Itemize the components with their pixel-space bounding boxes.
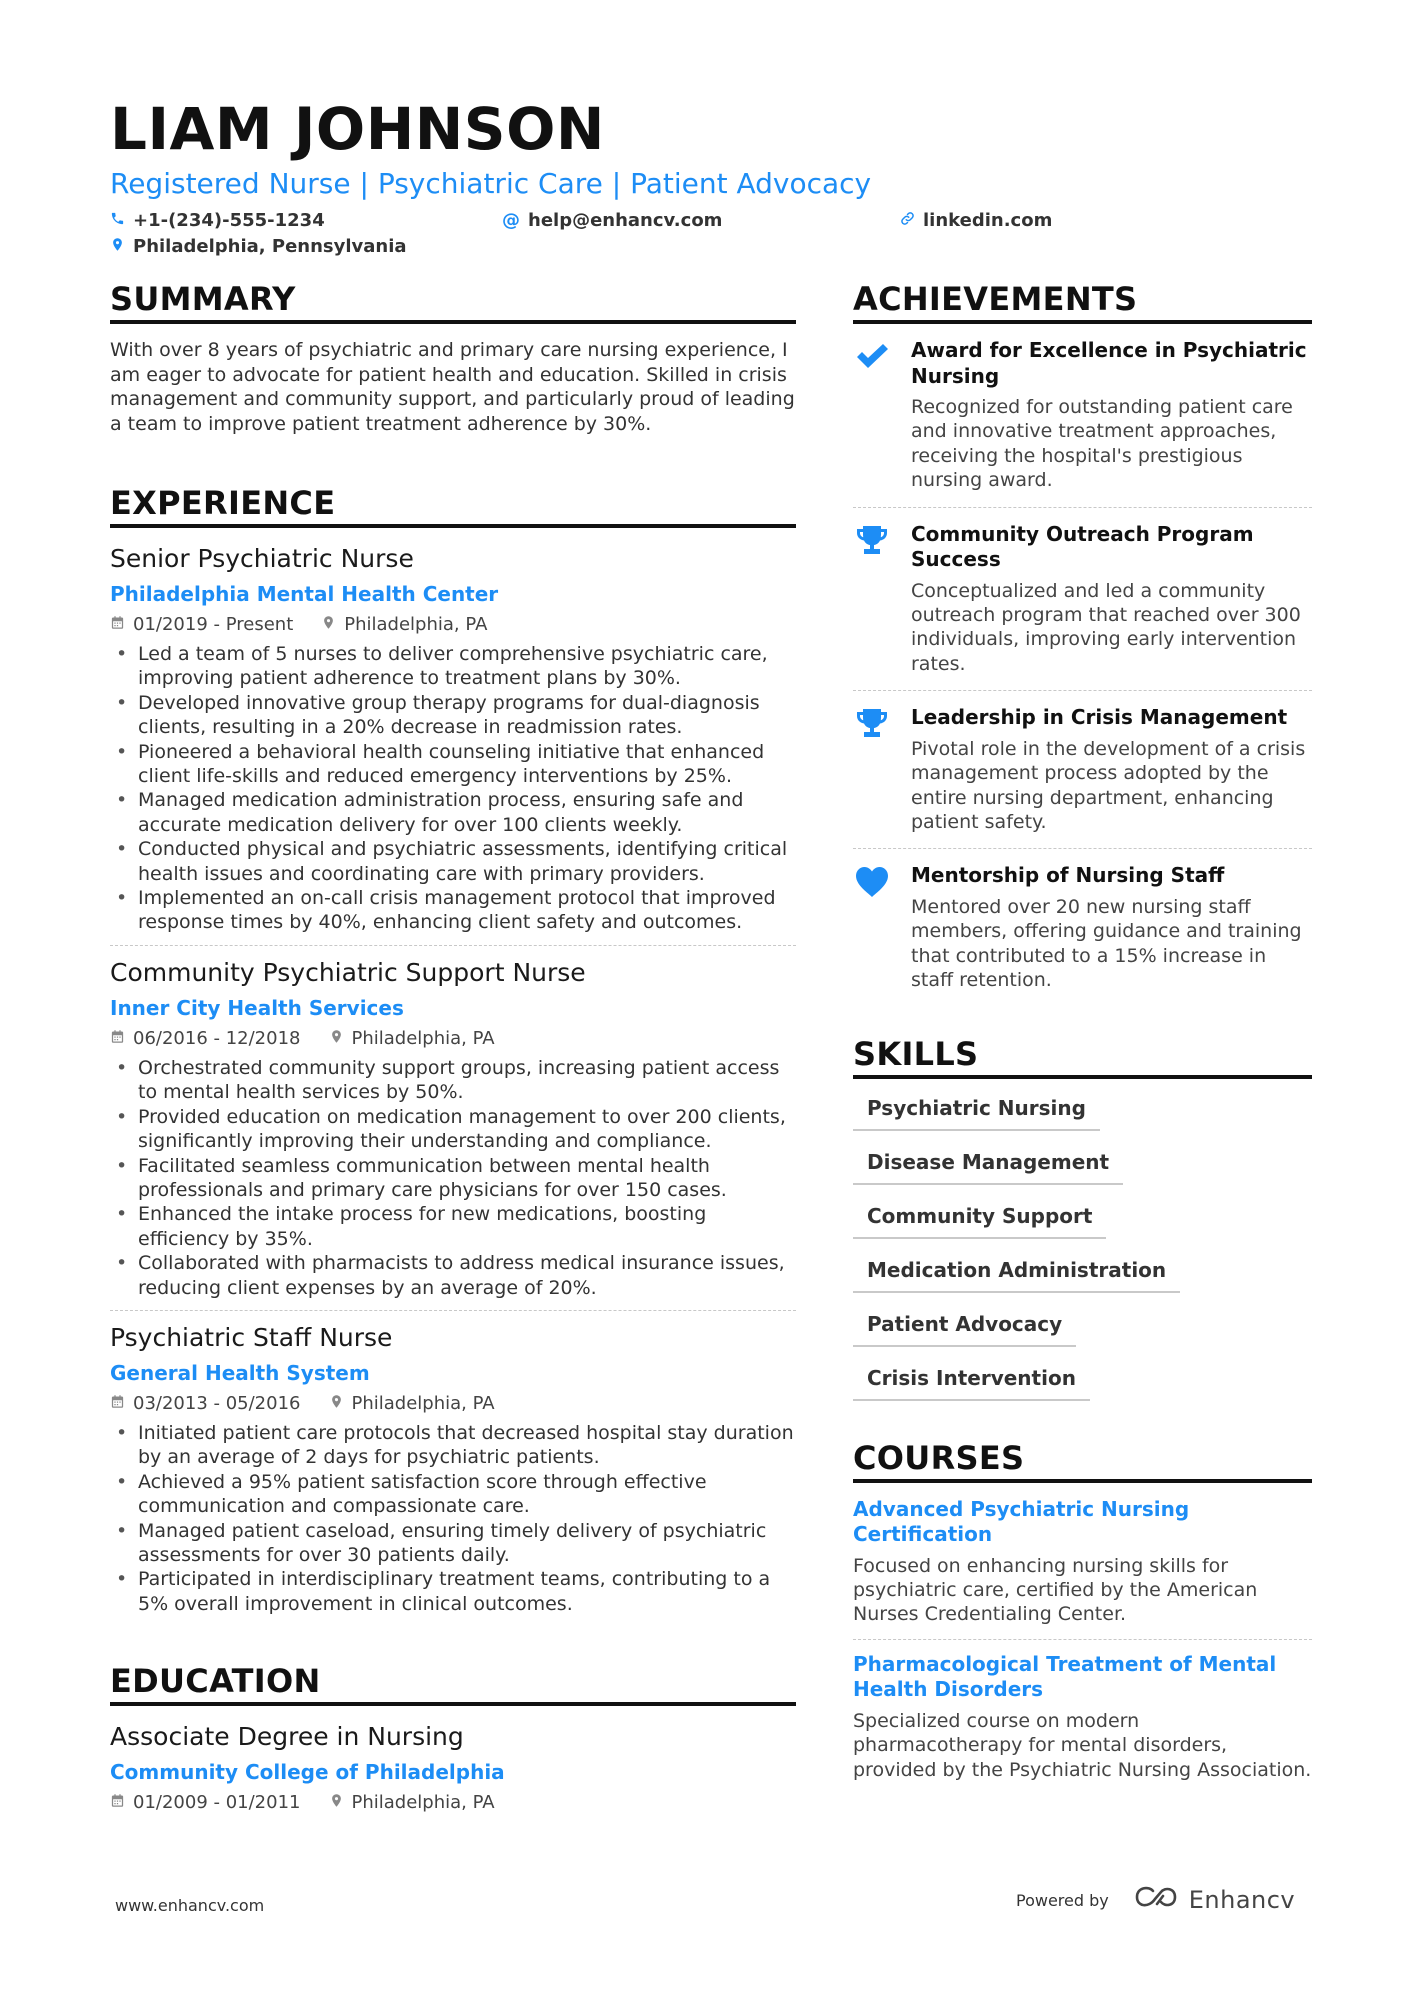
job-location-text: Philadelphia, PA (344, 614, 488, 635)
location-pin-icon (110, 236, 125, 257)
degree-title: Associate Degree in Nursing (110, 1722, 464, 1752)
location-pin-icon (329, 1026, 344, 1052)
achievement-description: Mentored over 20 new nursing staff members, offering guidance and training that contributed to a 15% increase in staff retention. (911, 895, 1302, 992)
contact-info (110, 206, 1310, 262)
contact-location (110, 234, 407, 258)
course-item (853, 1493, 1312, 1639)
experience-bullet: • Initiated patient care protocols that decreased hospital stay duration by an average of 2 days for psychiatric patients. (110, 1421, 796, 1470)
achievement-content (911, 705, 1312, 834)
course-item (853, 1639, 1312, 1794)
link-icon (900, 210, 915, 231)
experience-bullet: • Collaborated with pharmacists to address medical insurance issues, reducing client expenses by an average of 20%. (110, 1251, 796, 1300)
education-location-text: Philadelphia, PA (351, 1792, 495, 1814)
experience-bullet: • Facilitated seamless communication between mental health professionals and primary care physicians for over 150 cases. (110, 1154, 796, 1203)
experience-heading: EXPERIENCE (110, 482, 796, 528)
location-text: Philadelphia, Pennsylvania (133, 235, 407, 257)
achievement-content (911, 522, 1312, 677)
location-pin-icon (321, 612, 336, 638)
experience-bullet: • Orchestrated community support groups, increasing patient access to mental health services by 50%. (110, 1056, 796, 1105)
job-location-text: Philadelphia, PA (351, 1392, 495, 1414)
email-address[interactable]: help@enhancv.com (528, 209, 723, 231)
education-location (329, 1790, 495, 1816)
enhancv-logo-icon (1133, 1884, 1179, 1916)
education-dates (110, 1790, 301, 1816)
achievement-item (853, 328, 1312, 507)
achievement-content (911, 338, 1312, 493)
job-location (321, 612, 487, 638)
achievement-item (853, 848, 1312, 1006)
experience-bullet: • Participated in interdisciplinary treatment teams, contributing to a 5% overall improvement in clinical outcomes. (110, 1567, 796, 1616)
job-title: Community Psychiatric Support Nurse (110, 957, 586, 987)
footer-website[interactable]: www.enhancv.com (115, 1896, 265, 1915)
experience-bullet: • Conducted physical and psychiatric assessments, identifying critical health issues and coordinating care with primary providers. (110, 837, 796, 886)
phone-number: +1-(234)-555-1234 (133, 209, 325, 231)
summary-text: With over 8 years of psychiatric and primary care nursing experience, I am eager to advocate for patient health and education. Skilled in crisis management and community support, and particularly proud of leading a team to improve patient treatment adherence by 30%. (110, 339, 795, 435)
education-dates-text: 01/2009 - 01/2011 (133, 1792, 301, 1814)
experience-bullet: • Pioneered a behavioral health counseling initiative that enhanced client life-skills and reduced emergency interventions by 25%. (110, 740, 796, 789)
experience-bullet: • Managed medication administration process, ensuring safe and accurate medication delivery for over 100 clients weekly. (110, 788, 796, 837)
company-name: General Health System (110, 1360, 370, 1385)
achievement-item (853, 690, 1312, 848)
school-name: Community College of Philadelphia (110, 1760, 505, 1785)
job-bullets (110, 642, 796, 935)
job-dates (110, 1026, 301, 1052)
course-title: Pharmacological Treatment of Mental Health Disorders (853, 1651, 1277, 1702)
experience-item (110, 1310, 796, 1626)
trophy-icon (853, 705, 891, 834)
education-meta (110, 1790, 796, 1816)
job-meta (110, 1026, 796, 1052)
courses-section (853, 1437, 1312, 1794)
course-title: Advanced Psychiatric Nursing Certification (853, 1496, 1190, 1546)
achievement-item (853, 507, 1312, 691)
job-dates-text: 01/2019 - Present (133, 614, 294, 635)
course-description: Focused on enhancing nursing skills for psychiatric care, certified by the American Nurses Credentialing Center. (853, 1554, 1258, 1626)
job-location-text: Philadelphia, PA (351, 1027, 495, 1049)
experience-bullet: • Managed patient caseload, ensuring timely delivery of psychiatric assessments for over 30 patients daily. (110, 1519, 796, 1568)
calendar-icon (110, 1026, 125, 1052)
education-heading: EDUCATION (110, 1660, 796, 1706)
skill-tag: Community Support (853, 1197, 1106, 1239)
job-title: Psychiatric Staff Nurse (110, 1322, 393, 1352)
job-meta (110, 612, 796, 638)
resume-header (110, 94, 1310, 262)
achievements-section (853, 278, 1312, 1007)
achievement-content (911, 863, 1312, 992)
summary-heading: SUMMARY (110, 278, 796, 324)
job-bullets (110, 1421, 796, 1616)
experience-bullet: • Enhanced the intake process for new medications, boosting efficiency by 35%. (110, 1202, 796, 1251)
achievement-title: Community Outreach Program Success (911, 521, 1254, 572)
phone-icon (110, 210, 125, 231)
course-description: Specialized course on modern pharmacotherapy for mental disorders, provided by the Psychiatric Nursing Association. (853, 1709, 1312, 1781)
job-title: Senior Psychiatric Nurse (110, 544, 414, 573)
job-location (329, 1391, 495, 1417)
at-icon: @ (502, 209, 520, 231)
experience-item (110, 945, 796, 1310)
company-name: Philadelphia Mental Health Center (110, 582, 499, 606)
contact-website[interactable] (900, 208, 1052, 232)
skill-tag: Psychiatric Nursing (853, 1089, 1100, 1131)
job-bullets (110, 1056, 796, 1300)
calendar-icon (110, 612, 125, 638)
skills-heading: SKILLS (853, 1033, 1312, 1079)
experience-item (110, 542, 796, 945)
heart-icon (853, 863, 891, 992)
achievements-heading: ACHIEVEMENTS (853, 278, 1312, 324)
location-pin-icon (329, 1391, 344, 1417)
experience-bullet: • Implemented an on-call crisis management protocol that improved response times by 40%, enhancing client safety and outcomes. (110, 886, 796, 935)
skill-tag: Disease Management (853, 1143, 1123, 1185)
contact-email[interactable] (502, 208, 722, 232)
achievement-title: Mentorship of Nursing Staff (911, 863, 1225, 888)
education-section (110, 1660, 796, 1816)
footer-branding (1016, 1884, 1295, 1916)
job-dates (110, 1391, 301, 1417)
skills-section (853, 1033, 1312, 1401)
job-meta (110, 1391, 796, 1417)
calendar-icon (110, 1790, 125, 1816)
achievement-title: Leadership in Crisis Management (911, 705, 1288, 730)
company-name: Inner City Health Services (110, 995, 404, 1020)
powered-by-label: Powered by (1016, 1890, 1109, 1910)
summary-section (110, 278, 796, 436)
courses-list (853, 1493, 1312, 1794)
calendar-icon (110, 1391, 125, 1417)
skill-tag: Crisis Intervention (853, 1359, 1090, 1401)
left-column (110, 278, 796, 1816)
experience-bullet: • Developed innovative group therapy programs for dual-diagnosis clients, resulting in a 20% decrease in readmission rates. (110, 691, 796, 740)
achievement-description: Recognized for outstanding patient care and innovative treatment approaches, receiving the hospital's prestigious nursing award. (911, 396, 1293, 492)
skill-tag: Patient Advocacy (853, 1305, 1076, 1347)
job-location (329, 1026, 495, 1052)
right-column (853, 278, 1312, 1794)
experience-section (110, 482, 796, 1626)
achievement-description: Conceptualized and led a community outreach program that reached over 300 individuals, improving early intervention rates. (911, 579, 1301, 675)
brand-name: Enhancv (1188, 1886, 1296, 1914)
website-url[interactable]: linkedin.com (923, 209, 1053, 231)
location-pin-icon (329, 1790, 344, 1816)
job-dates-text: 06/2016 - 12/2018 (133, 1027, 301, 1049)
candidate-name: LIAM JOHNSON (110, 95, 605, 163)
trophy-icon (853, 522, 891, 677)
skill-tag: Medication Administration (853, 1251, 1180, 1293)
skills-list (853, 1089, 1312, 1401)
job-dates-text: 03/2013 - 05/2016 (133, 1392, 301, 1414)
achievements-list (853, 328, 1312, 1007)
brand-logo[interactable] (1133, 1884, 1295, 1916)
experience-bullet: • Led a team of 5 nurses to deliver comprehensive psychiatric care, improving patient adherence to treatment plans by 30%. (110, 642, 796, 691)
experience-bullet: • Achieved a 95% patient satisfaction score through effective communication and compassionate care. (110, 1470, 796, 1519)
contact-phone (110, 208, 325, 232)
job-dates (110, 612, 293, 638)
courses-heading: COURSES (853, 1437, 1312, 1483)
achievement-title: Award for Excellence in Psychiatric Nursing (911, 338, 1307, 388)
experience-list (110, 542, 796, 1626)
experience-bullet: • Provided education on medication management to over 200 clients, significantly improving their understanding and compliance. (110, 1105, 796, 1154)
candidate-headline: Registered Nurse | Psychiatric Care | Patient Advocacy (110, 167, 872, 200)
achievement-description: Pivotal role in the development of a crisis management process adopted by the entire nursing department, enhancing patient safety. (911, 737, 1306, 833)
checkmark-icon (853, 338, 891, 493)
